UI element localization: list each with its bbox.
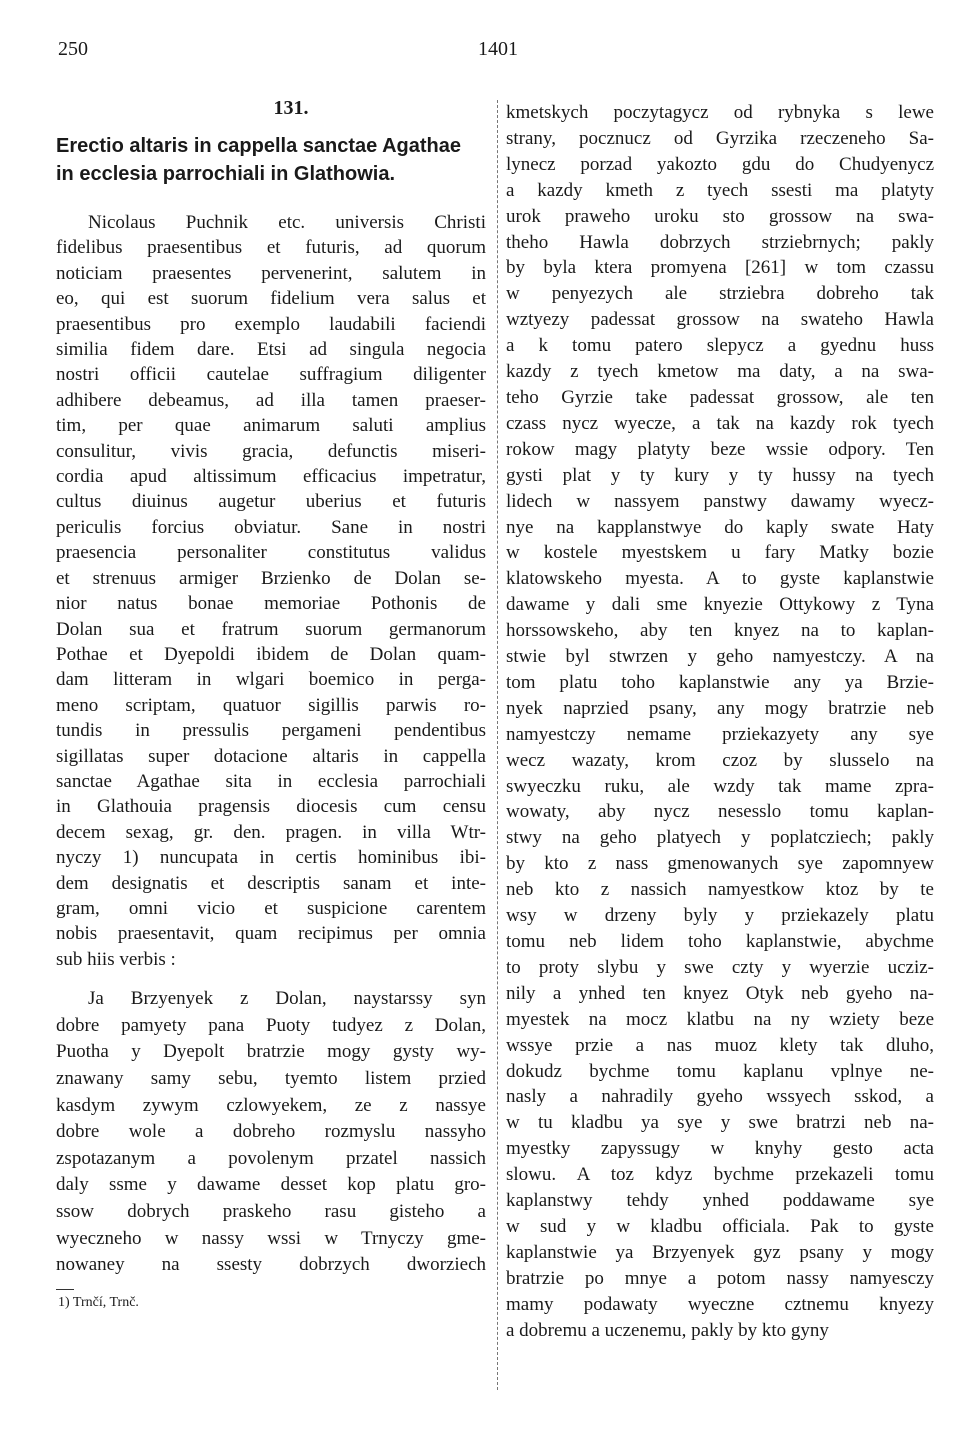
text-line: mamy podawaty wyeczne cztnemu knyezy	[506, 1293, 934, 1315]
text-line: cultus diuinus augetur uberius et futuris	[56, 491, 486, 513]
text-line: nostri officii cautelae suffragium diligenter	[56, 364, 486, 386]
text-line: Ja Brzyenyek z Dolan, naystarssy syn	[88, 988, 486, 1010]
text-line: adhibere debeamus, ad illa tamen praeser-	[56, 389, 486, 411]
text-line: noticiam praesentes pervenerint, salutem in	[56, 262, 486, 284]
text-line: wssye przie a nas muoz klety tak dluho,	[506, 1034, 934, 1056]
text-line: nasly a nahradily gyeho wssyech sskod, a	[506, 1086, 934, 1108]
text-line: w sud y w kladbu officiala. Pak to gyste	[506, 1215, 934, 1237]
text-line: namyestczy nemame prziekazyety any sye	[506, 723, 934, 745]
text-line: lidech w nassyem panstwy dawamy wyecz-	[506, 490, 934, 512]
text-line: tomu neb lidem toho kaplanstwie, abychme	[506, 931, 934, 952]
text-line: daly ssme y dawame desset kop platu gro-	[56, 1174, 486, 1196]
text-line: stwy na geho platyech y poplatcziech; pakly	[506, 827, 934, 849]
text-line: kmetskych poczytagycz od rybnyka s lewe	[506, 102, 934, 123]
text-line: nily a ynhed ten knyez Otyk neb gyeho na-	[506, 982, 934, 1004]
text-line: rokow magy platyty beze wssie odpory. Ten	[506, 438, 934, 460]
text-line: a dobremu a uczenemu, pakly by kto gyny	[506, 1319, 829, 1341]
text-line: znawany samy sebu, tyemto listem przied	[56, 1067, 486, 1089]
text-line: wztyezy padessat grossow na swateho Hawla	[506, 309, 934, 331]
page-year-header: 1401	[478, 38, 518, 60]
text-line: wowaty, aby nycz nesesslo tomu kaplan-	[506, 801, 934, 823]
text-line: zspotazanym a povolenym przatel nassich	[56, 1147, 486, 1169]
text-line: ssow dobrych praskeho rasu gisteho a	[56, 1200, 486, 1222]
text-line: wyeczneho w nassy wssi w Trnyczy gme-	[56, 1227, 486, 1249]
text-line: kasdym zywym czlowyekem, ze z nassye	[56, 1094, 486, 1116]
document-title-line: Erectio altaris in cappella sanctae Agathae	[56, 135, 461, 157]
text-line: dam litteram in wlgari boemico in perga-	[56, 669, 486, 691]
text-line: in Glathouia pragensis diocesis cum censu	[56, 796, 486, 818]
page-number: 250	[58, 38, 88, 60]
text-line: gysti plat y ty kury y ty hussy na tyech	[506, 464, 934, 486]
text-line: stwie byl stwrzen y geho namyestczy. A na	[506, 646, 934, 668]
text-line: Dolan sua et fratrum suorum germanorum	[56, 618, 486, 640]
text-line: by kto z nass gmenowanych sye zapomnyew	[506, 853, 934, 875]
text-line: sigillatas super dotacione altaris in cappella	[56, 745, 486, 767]
text-line: wecz wazaty, krom czoz by slusselo na	[506, 749, 934, 771]
text-line: nyczy 1) nuncupata in certis hominibus ibi-	[56, 847, 486, 869]
text-line: czass nycz wyecze, a tak na kazdy rok tyech	[506, 412, 934, 434]
text-line: horssowskeho, aby ten knyez na to kaplan-	[506, 620, 934, 642]
text-line: decem sexag, gr. den. pragen. in villa Wtr-	[56, 821, 486, 843]
text-line: slowu. A toz kdyz bychme przekazeli tomu	[506, 1164, 934, 1186]
left-column	[56, 96, 486, 1312]
text-line: w tu kladbu ya sye y swe bratrzi neb na-	[506, 1112, 934, 1134]
text-line: theho Hawla dobrzych strziebrnych; pakly	[506, 231, 934, 253]
document-number: 131.	[273, 97, 309, 119]
text-line: similia fidem dare. Etsi ad singula negocia	[56, 339, 486, 361]
text-line: w penyezych ale strziebra dobreho tak	[506, 283, 934, 305]
text-line: myestky zapyssugy w knyhy gesto acta	[506, 1138, 934, 1160]
text-line: dawame y dali sme knyezie Ottykowy z Tyna	[506, 594, 934, 616]
text-line: dobre pamyety pana Puoty tudyez z Dolan,	[56, 1014, 486, 1036]
text-line: nyek naprzied psany, any mogy bratrzie neb	[506, 697, 934, 719]
document-title-line: in ecclesia parrochiali in Glathowia.	[56, 163, 396, 185]
czech-text-block-left	[56, 986, 486, 1279]
text-line: gram, omni vicio et suspicione carentem	[56, 897, 486, 919]
text-line: Puotha y Dyepolt bratrzie mogy gysty wy-	[56, 1041, 486, 1063]
text-line: a kazdy kmeth z tyech ssesti ma platyty	[506, 179, 934, 201]
text-line: w kostele myestskem u fary Matky bozie	[506, 542, 934, 564]
text-line: Pothae et Dyepoldi ibidem de Dolan quam-	[56, 643, 486, 665]
text-line: teho Gyrzie take padessat grossow, ale ten	[506, 386, 934, 408]
text-line: kaplanstwie ya Brzyenyek gyz psany y mogy	[506, 1241, 934, 1263]
text-line: nobis praesentavit, quam recipimus per omnia	[56, 923, 486, 945]
text-line: tim, per quae animarum saluti amplius	[56, 415, 486, 437]
text-line: fidelibus praesentibus et futuris, ad quorum	[56, 237, 486, 259]
text-line: to proty slybu y swe czty y wyerzie ucziz-	[506, 956, 934, 978]
text-line: dem designatis et descriptis sanam et inte-	[56, 872, 486, 894]
latin-text-block	[56, 210, 486, 972]
text-line: cordia apud altissimum efficacius impetratur,	[56, 466, 486, 488]
column-divider	[497, 100, 499, 1390]
text-line: consulitur, vivis gracia, defunctis miseri-	[56, 440, 486, 462]
text-line: praesentibus pro exemplo laudabili faciendi	[56, 313, 486, 335]
text-line: tundis in pressulis pergameni pendentibus	[56, 720, 486, 742]
text-line: wsy w drzeny byly y prziekazely platu	[506, 905, 934, 927]
text-line: meno scriptam, quatuor sigillis parwis ro-	[56, 694, 486, 716]
text-line: bratrzie po mnye a potom nassy namyesczy	[506, 1267, 934, 1289]
text-line: lynecz porzad yakozto gdu do Chudyenycz	[506, 153, 934, 175]
document-title	[56, 132, 486, 188]
footnote-rule	[56, 1289, 74, 1290]
text-line: sanctae Agathae sita in ecclesia parrochiali	[56, 770, 486, 792]
text-line: Nicolaus Puchnik etc. universis Christi	[88, 212, 486, 233]
right-column	[506, 100, 934, 1344]
text-line: neb kto z nassich namyestkow ktoz by te	[506, 879, 934, 901]
text-line: eo, qui est suorum fidelium vera salus et	[56, 288, 486, 310]
text-line: praesencia personaliter constitutus validus	[56, 542, 486, 564]
text-line: dokudz bychme tomu kaplanu vplnye ne-	[506, 1060, 934, 1082]
text-line: kazdy z tyech kmetow ma daty, a na swa-	[506, 361, 934, 383]
text-line: urok praweho uroku sto grossow na swa-	[506, 205, 934, 227]
text-line: nye na kapplanstwye do kaply swate Haty	[506, 516, 934, 538]
text-line: swyeczku ruku, ale wzdy tak mame zpra-	[506, 775, 934, 797]
text-line: strany, pocznucz od Gyrzika rzeczeneho Sa-	[506, 127, 934, 149]
text-line: dobre wole a dobreho rozmyslu nassyho	[56, 1121, 486, 1143]
text-line: a k tomu patero slepycz a gyednu huss	[506, 335, 934, 357]
text-line: kaplanstwy tehdy ynhed poddawame sye	[506, 1190, 934, 1212]
text-line: periculis forcius obviatur. Sane in nostri	[56, 516, 486, 538]
text-line: tom platu toho kaplanstwie any ya Brzie-	[506, 671, 934, 693]
text-line: myestek na mocz klatbu na ny wziety beze	[506, 1008, 934, 1030]
footnote: 1) Trnčí, Trnč.	[58, 1294, 139, 1310]
text-line: et strenuus armiger Brzienko de Dolan se-	[56, 567, 486, 589]
text-line: klatowskeho myesta. A to gyste kaplanstwie	[506, 568, 934, 590]
text-line: by byla ktera promyena [261] w tom czassu	[506, 257, 934, 279]
text-line: nowaney na ssesty dobrzych dworziech	[56, 1254, 486, 1276]
text-line: sub hiis verbis :	[56, 948, 176, 970]
text-line: nior natus bonae memoriae Pothonis de	[56, 593, 486, 615]
